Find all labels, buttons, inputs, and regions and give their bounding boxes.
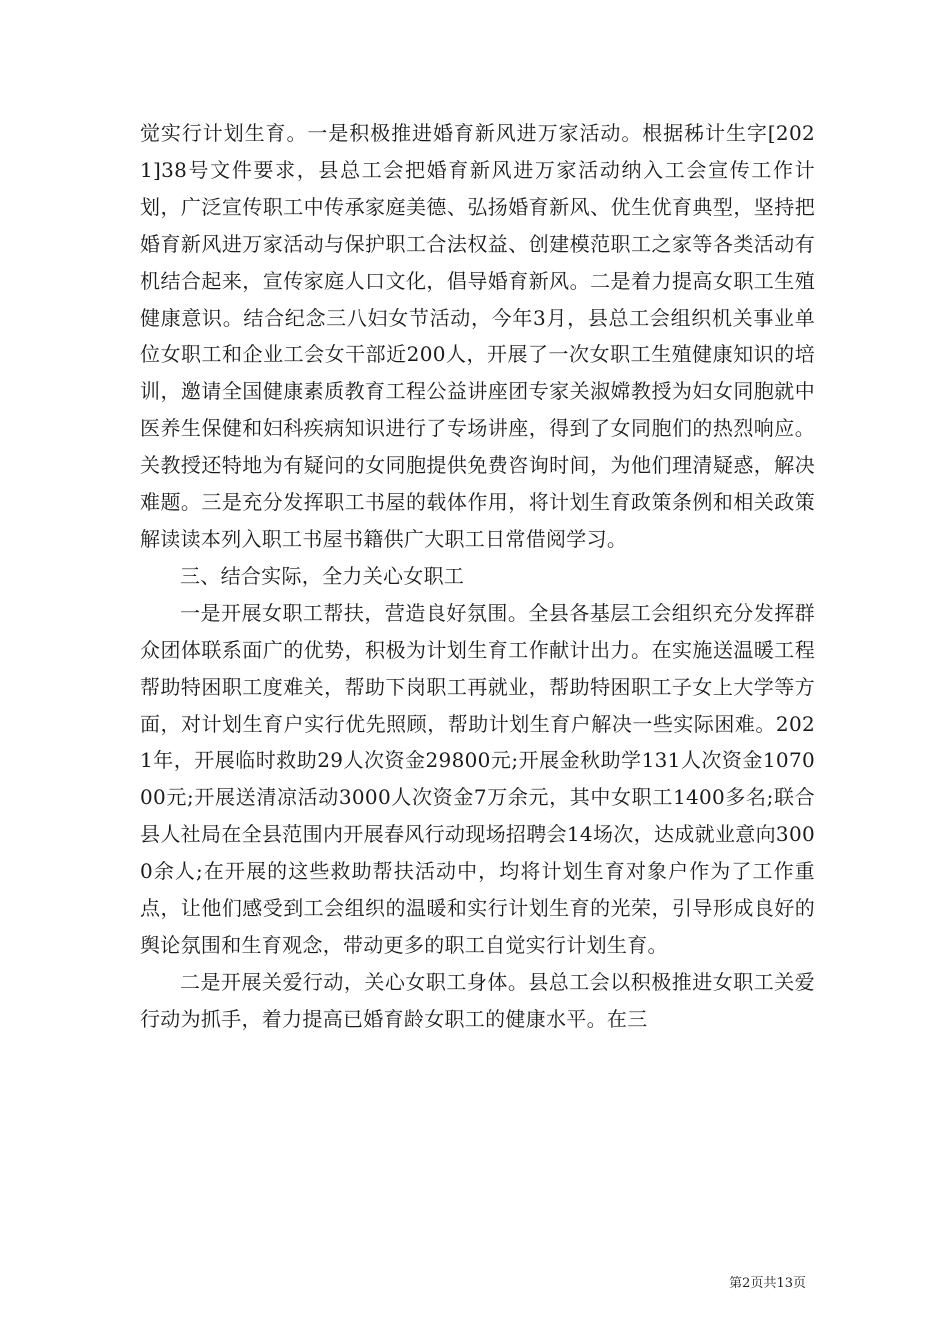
paragraph-care-action: 二是开展关爱行动，关心女职工身体。县总工会以积极推进女职工关爱行动为抓手，着力提高已婚育龄女职工的健康水平。在三	[140, 969, 815, 1031]
paragraph-women-assistance: 一是开展女职工帮扶，营造良好氛围。全县各基层工会组织充分发挥群众团体联系面广的优势，积极为计划生育工作献计出力。在实施送温暖工程帮助特困职工度难关，帮助下岗职工再就业，帮助特困职工子女上大学等方面，对计划生育户实行优先照顾，帮助计划生育户解决一些实际困难。2021年，开展临时救助29人次资金29800元;开展金秋助学131人次资金107000元;开展送清凉活动3000人次资金7万余元，其中女职工1400多名;联合县人社局在全县范围内开展春风行动现场招聘会14场次，达成就业意向3000余人;在开展的这些救助帮扶活动中，均将计划生育对象户作为了工作重点，让他们感受到工会组织的温暖和实行计划生育的光荣，引导形成良好的舆论氛围和生育观念，带动更多的职工自觉实行计划生育。	[140, 600, 815, 957]
paragraph-continuation: 觉实行计划生育。一是积极推进婚育新风进万家活动。根据秭计生字[2021]38号文件要求，县总工会把婚育新风进万家活动纳入工会宣传工作计划，广泛宣传职工中传承家庭美德、弘扬婚育新风、优生优育典型，坚持把婚育新风进万家活动与保护职工合法权益、创建模范职工之家等各类活动有机结合起来，宣传家庭人口文化，倡导婚育新风。二是着力提高女职工生殖健康意识。结合纪念三八妇女节活动，今年3月，县总工会组织机关事业单位女职工和企业工会女干部近200人，开展了一次女职工生殖健康知识的培训，邀请全国健康素质教育工程公益讲座团专家关淑嫦教授为妇女同胞就中医养生保健和妇科疾病知识进行了专场讲座，得到了女同胞们的热烈响应。关教授还特地为有疑问的女同胞提供免费咨询时间，为他们理清疑惑，解决难题。三是充分发挥职工书屋的载体作用，将计划生育政策条例和相关政策解读读本列入职工书屋书籍供广大职工日常借阅学习。	[140, 121, 815, 551]
section-heading: 三、结合实际，全力关心女职工	[180, 563, 465, 588]
page-number-footer: 第2页共13页	[729, 1276, 806, 1291]
document-body	[140, 115, 815, 1038]
